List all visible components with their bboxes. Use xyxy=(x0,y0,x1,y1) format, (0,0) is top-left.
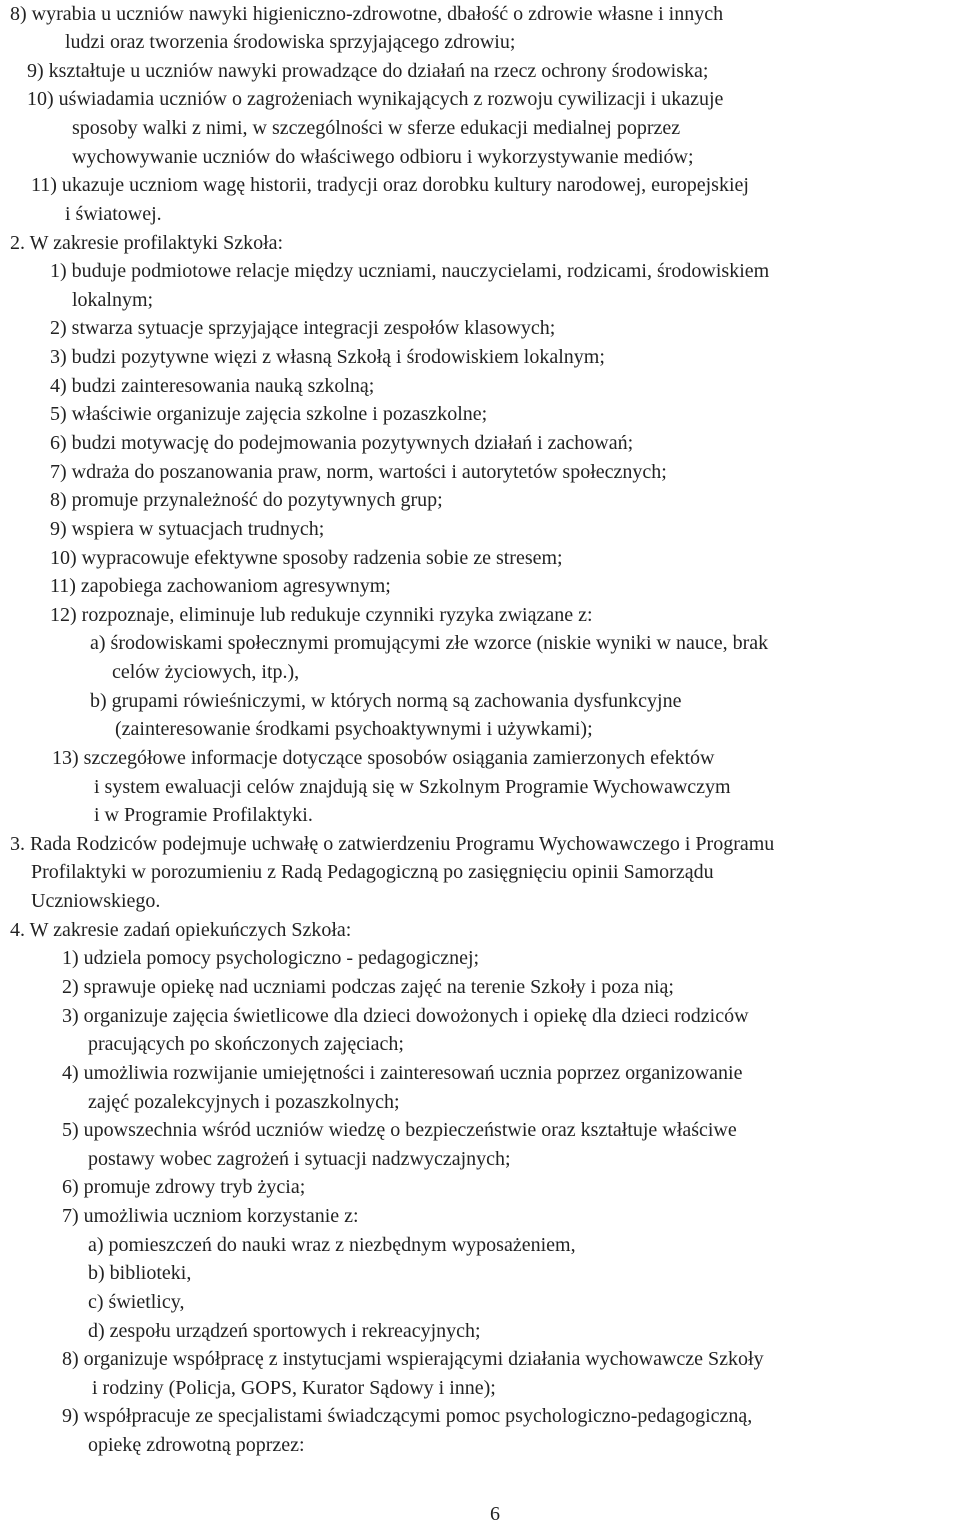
text-line: b) biblioteki, xyxy=(88,1262,192,1284)
text-line: 12) rozpoznaje, eliminuje lub redukuje czynniki ryzyka związane z: xyxy=(50,604,593,626)
text-line: i światowej. xyxy=(65,203,162,225)
text-line: celów życiowych, itp.), xyxy=(112,661,300,683)
text-line: 8) wyrabia u uczniów nawyki higieniczno-zdrowotne, dbałość o zdrowie własne i innych xyxy=(10,3,724,25)
text-line: d) zespołu urządzeń sportowych i rekreacyjnych; xyxy=(88,1320,481,1342)
section-heading: 2. W zakresie profilaktyki Szkoła: xyxy=(10,232,284,254)
text-line: i system ewaluacji celów znajdują się w Szkolnym Programie Wychowawczym xyxy=(94,776,731,798)
text-line: 4) budzi zainteresowania nauką szkolną; xyxy=(50,375,375,397)
text-line: Profilaktyki w porozumieniu z Radą Pedagogiczną po zasięgnięciu opinii Samorządu xyxy=(31,861,714,883)
text-line: 5) właściwie organizuje zajęcia szkolne i pozaszkolne; xyxy=(50,403,488,425)
text-line: c) świetlicy, xyxy=(88,1291,185,1313)
text-line: (zainteresowanie środkami psychoaktywnymi i używkami); xyxy=(115,718,593,740)
text-line: 6) budzi motywację do podejmowania pozytywnych działań i zachowań; xyxy=(50,432,634,454)
text-line: b) grupami rówieśniczymi, w których normą są zachowania dysfunkcyjne xyxy=(90,690,682,712)
text-line: 8) promuje przynależność do pozytywnych grup; xyxy=(50,489,443,511)
text-line: 3) budzi pozytywne więzi z własną Szkołą i środowiskiem lokalnym; xyxy=(50,346,605,368)
text-line: 11) zapobiega zachowaniom agresywnym; xyxy=(50,575,391,597)
section-heading: 4. W zakresie zadań opiekuńczych Szkoła: xyxy=(10,919,352,941)
text-line: 4) umożliwia rozwijanie umiejętności i zainteresowań ucznia poprzez organizowanie xyxy=(62,1062,743,1084)
text-line: 9) współpracuje ze specjalistami świadczącymi pomoc psychologiczno-pedagogiczną, xyxy=(62,1405,753,1427)
text-line: ludzi oraz tworzenia środowiska sprzyjającego zdrowiu; xyxy=(65,31,516,53)
text-line: lokalnym; xyxy=(72,289,154,311)
text-line: Uczniowskiego. xyxy=(31,890,161,912)
text-line: sposoby walki z nimi, w szczególności w sferze edukacji medialnej poprzez xyxy=(72,117,681,139)
text-line: 5) upowszechnia wśród uczniów wiedzę o bezpieczeństwie oraz kształtuje właściwe xyxy=(62,1119,737,1141)
text-line: 6) promuje zdrowy tryb życia; xyxy=(62,1176,306,1198)
text-line: 9) wspiera w sytuacjach trudnych; xyxy=(50,518,325,540)
text-line: 3) organizuje zajęcia świetlicowe dla dzieci dowożonych i opiekę dla dzieci rodziców xyxy=(62,1005,749,1027)
text-line: wychowywanie uczniów do właściwego odbioru i wykorzystywanie mediów; xyxy=(72,146,694,168)
text-line: 7) umożliwia uczniom korzystanie z: xyxy=(62,1205,359,1227)
text-line: 2) stwarza sytuacje sprzyjające integracji zespołów klasowych; xyxy=(50,317,556,339)
text-line: 7) wdraża do poszanowania praw, norm, wartości i autorytetów społecznych; xyxy=(50,461,667,483)
text-line: 2) sprawuje opiekę nad uczniami podczas zajęć na terenie Szkoły i poza nią; xyxy=(62,976,674,998)
text-line: 9) kształtuje u uczniów nawyki prowadzące do działań na rzecz ochrony środowiska; xyxy=(27,60,709,82)
text-line: i w Programie Profilaktyki. xyxy=(94,804,313,826)
text-line: 8) organizuje współpracę z instytucjami wspierającymi działania wychowawcze Szkoły xyxy=(62,1348,764,1370)
text-line: zajęć pozalekcyjnych i pozaszkolnych; xyxy=(88,1091,400,1113)
text-line: 11) ukazuje uczniom wagę historii, tradycji oraz dorobku kultury narodowej, europejskiej xyxy=(31,174,749,196)
section-heading: 3. Rada Rodziców podejmuje uchwałę o zatwierdzeniu Programu Wychowawczego i Programu xyxy=(10,833,775,855)
text-line: postawy wobec zagrożeń i sytuacji nadzwyczajnych; xyxy=(88,1148,511,1170)
text-line: a) pomieszczeń do nauki wraz z niezbędnym wyposażeniem, xyxy=(88,1234,576,1256)
text-line: 10) uświadamia uczniów o zagrożeniach wynikających z rozwoju cywilizacji i ukazuje xyxy=(27,88,724,110)
page-number: 6 xyxy=(490,1503,500,1525)
text-line: 10) wypracowuje efektywne sposoby radzenia sobie ze stresem; xyxy=(50,547,563,569)
text-line: a) środowiskami społecznymi promującymi złe wzorce (niskie wyniki w nauce, brak xyxy=(90,632,769,654)
text-line: 13) szczegółowe informacje dotyczące sposobów osiągania zamierzonych efektów xyxy=(52,747,715,769)
text-line: 1) buduje podmiotowe relacje między uczniami, nauczycielami, rodzicami, środowiskiem xyxy=(50,260,770,282)
text-line: i rodziny (Policja, GOPS, Kurator Sądowy i inne); xyxy=(92,1377,496,1399)
text-line: pracujących po skończonych zajęciach; xyxy=(88,1033,404,1055)
text-line: opiekę zdrowotną poprzez: xyxy=(88,1434,305,1456)
text-line: 1) udziela pomocy psychologiczno - pedagogicznej; xyxy=(62,947,480,969)
